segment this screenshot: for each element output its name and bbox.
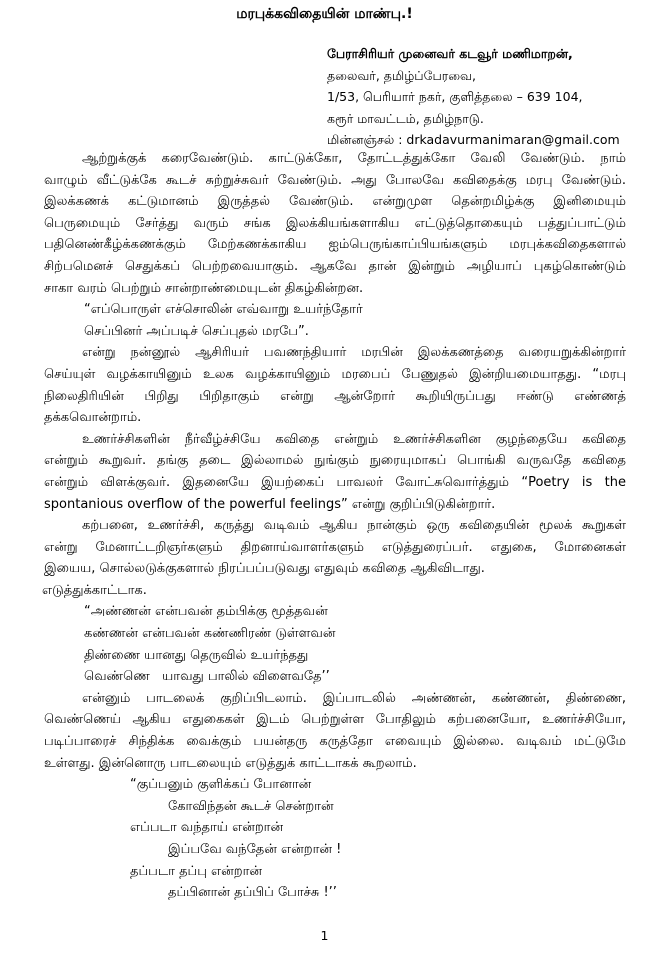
example-label: எடுத்துக்காட்டாக. <box>42 582 147 598</box>
paragraph-2-line: நிலைதிரியின் பிறிது பிறிதாகும் என்று ஆன்றோர் கூறியிருப்பது ஈண்டு எண்ணத் <box>44 388 626 404</box>
paragraph-1-line: பதினெண்கீழ்க்கணக்கும் மேற்கணக்காகிய ஐம்பெருங்காப்பியங்களும் மரபுக்கவிதைகளால் <box>44 237 626 253</box>
paragraph-4-line: என்று மேனாட்டறிஞர்களும் திறனாய்வாளர்களும் எடுத்துரைப்பர். எதுகை, மோனைகள் <box>44 539 626 555</box>
paragraph-1-line: வாழும் வீட்டுக்கே கூடச் சுற்றுச்சுவர் வேண்டும். அது போலவே கவிதைக்கு மரபு வேண்டும். <box>44 172 626 188</box>
page-title: மரபுக்கவிதையின் மாண்பு.! <box>236 6 413 22</box>
poem-2-line: தப்படா தப்பு என்றான் <box>130 863 263 879</box>
author-block <box>327 43 620 151</box>
author-email: மின்னஞ்சல் : drkadavurmanimaran@gmail.com <box>327 132 620 148</box>
paragraph-3-line: என்றும் கூறுவர். தங்கு தடை இல்லாமல் நுங்கும் நுரையுமாகப் பொங்கி வருவதே கவிதை <box>44 453 626 469</box>
paragraph-1-line: இலக்கணக் கட்டுமானம் இருத்தல் வேண்டும். என்றுமுள தென்றமிழ்க்கு இனிமையும் <box>44 194 626 210</box>
paragraph-1-line: பெருமையும் சேர்த்து வரும் சங்க இலக்கியங்களாகிய எட்டுத்தொகையும் பத்துப்பாட்டும் <box>44 215 626 231</box>
author-address-line2: கரூர் மாவட்டம், தமிழ்நாடு. <box>327 110 484 126</box>
poem-1-line: கண்ணன் என்பவன் கண்ணிரண் டுள்ளவன் <box>84 626 336 642</box>
paragraph-2-line: தக்கவொன்றாம். <box>44 410 142 426</box>
paragraph-1-line: ஆற்றுக்குக் கரைவேண்டும். காட்டுக்கோ, தோட்டத்துக்கோ வேலி வேண்டும். நாம் <box>82 151 626 166</box>
poem-2-line: தப்பினான் தப்பிப் போச்சு !’’ <box>168 885 337 901</box>
paragraph-4-line: இயைய, சொல்லடுக்குகளால் நிரப்பப்படுவது எதுவும் கவிதை ஆகிவிடாது. <box>44 561 485 577</box>
paragraph-2-line: செய்யுள் வழக்காயினும் உலக வழக்காயினும் மரபைப் பேணுதல் இன்றியமையாதது. “மரபு <box>44 366 626 382</box>
paragraph-1-line: சாகா வரம் பெற்றும் சான்றாண்மையுடன் திகழ்கின்றன. <box>44 280 364 296</box>
paragraph-4-line: கற்பனை, உணர்ச்சி, கருத்து வடிவம் ஆகிய நான்கும் ஒரு கவிதையின் மூலக் கூறுகள் <box>82 518 626 534</box>
article-body <box>44 148 626 904</box>
paragraph-5-line: என்னும் பாடலைக் குறிப்பிடலாம். இப்பாடலில் அண்ணன், கண்ணன், திண்ணை, <box>82 690 626 706</box>
paragraph-2-line: என்று நன்னூல் ஆசிரியர் பவணந்தியார் மரபின் இலக்கணத்தை வரையறுக்கின்றார் <box>82 345 626 361</box>
poem-1-line: வெண்ணெ யாவது பாலில் விளைவதே’’ <box>84 669 330 685</box>
author-address-line1: 1/53, பெரியார் நகர், குளித்தலை – 639 104, <box>327 89 583 105</box>
poem-1-line: திண்ணை யானது தெருவில் உயர்ந்தது <box>84 647 309 663</box>
paragraph-3-line: spontanious overflow of the powerful feelings” என்று குறிப்பிடுகின்றார். <box>44 496 496 512</box>
quote-line: “எப்பொருள் எச்சொலின் எவ்வாறு உயர்ந்தோர் <box>84 302 363 318</box>
paragraph-3-line: உணர்ச்சிகளின் நீர்வீழ்ச்சியே கவிதை என்றும் உணர்ச்சிகளின குழந்தையே கவிதை <box>82 431 626 447</box>
page-number: 1 <box>320 928 329 943</box>
poem-2-line: கோவிந்தன் கூடச் சென்றான் <box>168 798 334 814</box>
poem-2-line: “குப்பனும் குளிக்கப் போனான் <box>130 777 312 793</box>
quote-line: செப்பினர் அப்படிச் செப்புதல் மரபே”. <box>84 323 309 339</box>
paragraph-1-line: சிற்பமெனச் செதுக்கப் பெற்றவையாகும். ஆகவே தான் இன்றும் அழியாப் புகழ்கொண்டும் <box>44 258 626 274</box>
paragraph-5-line: உள்ளது. இன்னொரு பாடலையும் எடுத்துக் காட்டாகக் கூறலாம். <box>44 755 417 771</box>
poem-1-line: “அண்ணன் என்பவன் தம்பிக்கு மூத்தவன் <box>84 604 328 620</box>
author-role: தலைவர், தமிழ்ப்பேரவை, <box>327 67 476 83</box>
poem-2-line: எப்படா வந்தாய் என்றான் <box>130 820 284 836</box>
paragraph-5-line: படிப்பாரைச் சிந்திக்க வைக்கும் பயன்தரு கருத்தோ எவையும் இல்லை. வடிவம் மட்டுமே <box>44 734 626 750</box>
paragraph-5-line: வெண்ணெய் ஆகிய எதுகைகள் இடம் பெற்றுள்ள போதிலும் கற்பனையோ, உணர்ச்சியோ, <box>44 712 626 728</box>
paragraph-3-line: என்றும் விளக்குவர். இதனையே இயற்கைப் பாவலர் வோட்சுவொர்த்தும் “Poetry is the <box>44 474 626 490</box>
poem-2-line: இப்பவே வந்தேன் என்றான் ! <box>168 842 342 857</box>
author-name: பேராசிரியர் முனைவர் கடவூர் மணிமாறன், <box>327 46 573 61</box>
